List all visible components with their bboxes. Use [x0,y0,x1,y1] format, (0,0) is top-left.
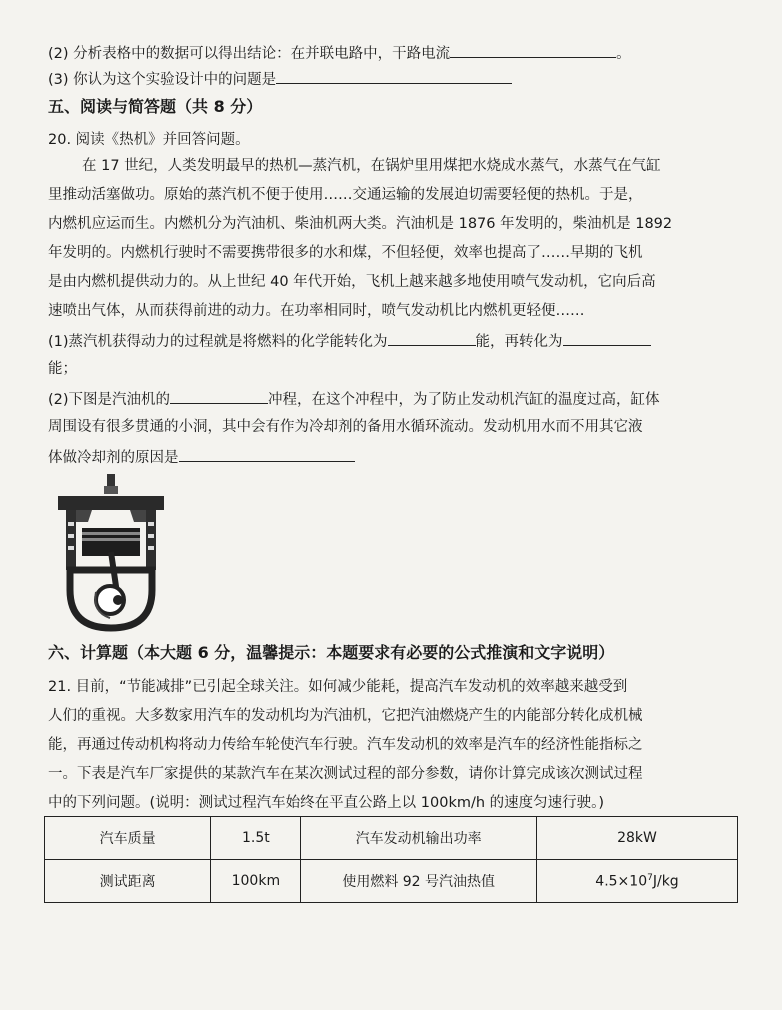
passage-line: 里推动活塞做功。原始的蒸汽机不便于使用……交通运输的发展迫切需要轻便的热机。于是， [48,187,643,203]
q20-intro: 20. 阅读《热机》并回答问题。 [48,132,250,148]
passage-line: 在 17 世纪，人类发明最早的热机—蒸汽机，在锅炉里用煤把水烧成水蒸气，水蒸气在气缸 [82,158,661,174]
table-cell: 100km [211,860,301,903]
q21-line: 21. 目前，“节能减排”已引起全球关注。如何减少能耗，提高汽车发动机的效率越来越受到 [48,679,628,695]
table-cell: 测试距离 [45,860,211,903]
passage-line: 内燃机应运而生。内燃机分为汽油机、柴油机两大类。汽油机是 1876 年发明的，柴油机是 1892 [48,216,673,232]
passage-line: 是由内燃机提供动力的。从上世纪 40 年代开始，飞机上越来越多地使用喷气发动机，它向后高 [48,274,656,290]
section-six-title: 六、计算题（本大题 6 分，温馨提示：本题要求有必要的公式推演和文字说明） [48,643,615,662]
table-cell: 1.5t [211,817,301,860]
table-cell: 28kW [537,817,738,860]
answer-blank[interactable] [388,330,476,346]
answer-blank[interactable] [276,68,512,84]
answer-blank[interactable] [179,446,355,462]
table-cell-heat-value: $4.5\times 10^7J/kg$ [537,860,738,903]
vehicle-parameter-table [44,816,738,903]
answer-blank[interactable] [450,42,616,58]
table-cell: 汽车质量 [45,817,211,860]
table-row [45,817,738,860]
q19-part3: (3) 你认为这个实验设计中的问题是 [48,68,512,90]
table-cell: 汽车发动机输出功率 [301,817,537,860]
q20-sub1-end: 能； [48,361,77,377]
q21-line: 一。下表是汽车厂家提供的某款汽车在某次测试过程的部分参数，请你计算完成该次测试过程 [48,766,643,782]
q21-line: 中的下列问题。(说明：测试过程汽车始终在平直公路上以 100km/h 的速度匀速行驶。) [48,795,605,811]
q20-sub2: (2)下图是汽油机的 冲程，在这个冲程中，为了防止发动机汽缸的温度过高，缸体 [48,388,660,410]
q20-sub2-line2: 周围设有很多贯通的小洞，其中会有作为冷却剂的备用水循环流动。发动机用水而不用其它液 [48,419,643,435]
table-cell: 使用燃料 92 号汽油热值 [301,860,537,903]
answer-blank[interactable] [563,330,651,346]
q21-line: 人们的重视。大多数家用汽车的发动机均为汽油机，它把汽油燃烧产生的内能部分转化成机械 [48,708,643,724]
section-five-title: 五、阅读与简答题（共 8 分） [48,97,263,116]
q20-sub2-line3: 体做冷却剂的原因是 [48,446,355,468]
q19-part2: (2) 分析表格中的数据可以得出结论：在并联电路中，干路电流 。 [48,42,631,64]
table-row [45,860,738,903]
passage-line: 年发明的。内燃机行驶时不需要携带很多的水和煤，不但轻便，效率也提高了……早期的飞机 [48,245,643,261]
answer-blank[interactable] [170,388,268,404]
gasoline-engine-cylinder-figure [52,472,170,632]
q21-line: 能，再通过传动机构将动力传给车轮使汽车行驶。汽车发动机的效率是汽车的经济性能指标之 [48,737,643,753]
passage-line: 速喷出气体，从而获得前进的动力。在功率相同时，喷气发动机比内燃机更轻便…… [48,303,585,319]
q20-sub1: (1)蒸汽机获得动力的过程就是将燃料的化学能转化为 能，再转化为 [48,330,651,352]
